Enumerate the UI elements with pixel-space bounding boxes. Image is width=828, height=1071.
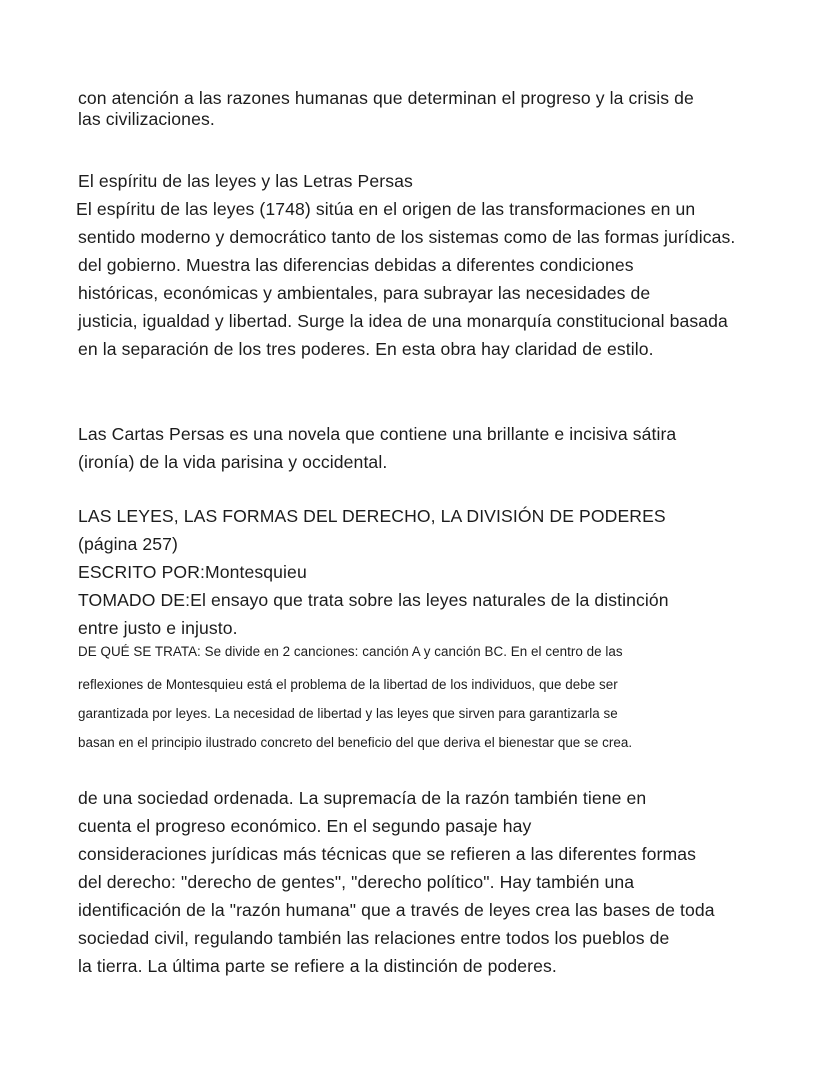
paragraph-line: identificación de la "razón humana" que a través de leyes crea las bases de toda	[78, 900, 715, 920]
paragraph-line: justicia, igualdad y libertad. Surge la idea de una monarquía constitucional basada	[78, 311, 728, 331]
paragraph-line: de una sociedad ordenada. La supremacía de la razón también tiene en	[78, 788, 647, 808]
paragraph-line: sentido moderno y democrático tanto de los sistemas como de las formas jurídicas.	[78, 227, 736, 247]
paragraph-line: del derecho: "derecho de gentes", "derecho político". Hay también una	[78, 872, 635, 892]
summary-line: garantizada por leyes. La necesidad de libertad y las leyes que sirven para garantizarla se	[78, 706, 618, 721]
paragraph-line: consideraciones jurídicas más técnicas que se refieren a las diferentes formas	[78, 844, 697, 864]
source-line: TOMADO DE:El ensayo que trata sobre las leyes naturales de la distinción	[78, 590, 669, 610]
intro-line: las civilizaciones.	[78, 109, 215, 129]
intro-line: con atención a las razones humanas que determinan el progreso y la crisis de	[78, 88, 694, 108]
work-heading: LAS LEYES, LAS FORMAS DEL DERECHO, LA DIVISIÓN DE PODERES	[78, 506, 666, 526]
paragraph-line: la tierra. La última parte se refiere a la distinción de poderes.	[78, 956, 557, 976]
paragraph-line: (ironía) de la vida parisina y occidental.	[78, 452, 388, 472]
source-line: entre justo e injusto.	[78, 618, 238, 638]
section-title: El espíritu de las leyes y las Letras Persas	[78, 171, 413, 191]
summary-line: reflexiones de Montesquieu está el problema de la libertad de los individuos, que debe ser	[78, 677, 618, 692]
page-reference: (página 257)	[78, 534, 178, 554]
paragraph-line: en la separación de los tres poderes. En esta obra hay claridad de estilo.	[78, 339, 654, 359]
paragraph-line: El espíritu de las leyes (1748) sitúa en el origen de las transformaciones en un	[76, 199, 696, 219]
paragraph-line: del gobierno. Muestra las diferencias debidas a diferentes condiciones	[78, 255, 634, 275]
paragraph-line: sociedad civil, regulando también las relaciones entre todos los pueblos de	[78, 928, 670, 948]
summary-line: basan en el principio ilustrado concreto del beneficio del que deriva el bienestar que se crea.	[78, 735, 633, 750]
paragraph-line: Las Cartas Persas es una novela que contiene una brillante e incisiva sátira	[78, 424, 677, 444]
author-line: ESCRITO POR:Montesquieu	[78, 562, 307, 582]
paragraph-line: históricas, económicas y ambientales, para subrayar las necesidades de	[78, 283, 651, 303]
summary-line: DE QUÉ SE TRATA: Se divide en 2 canciones: canción A y canción BC. En el centro de las	[78, 644, 623, 659]
paragraph-line: cuenta el progreso económico. En el segundo pasaje hay	[78, 816, 532, 836]
